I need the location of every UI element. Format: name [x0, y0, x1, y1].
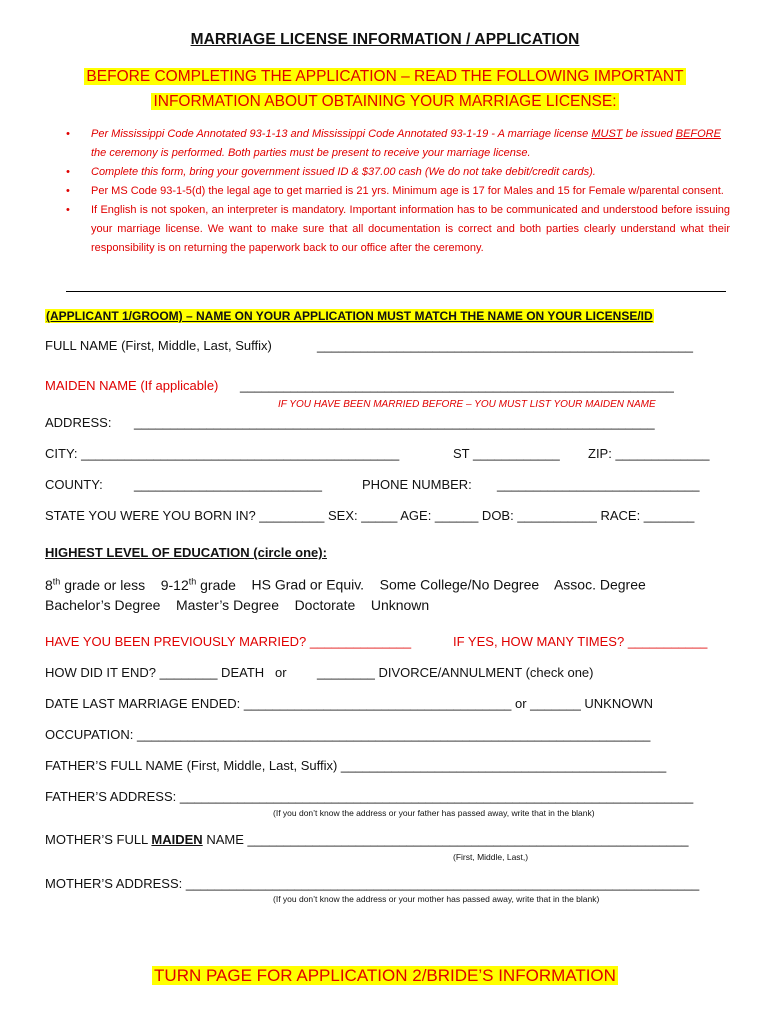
edu-option-master[interactable]: Master’s Degree: [176, 597, 279, 613]
turn-page-notice: TURN PAGE FOR APPLICATION 2/BRIDE’S INFORMATION: [154, 966, 616, 985]
full-name-field[interactable]: ____________________________________________________: [317, 338, 693, 353]
father-name-field[interactable]: FATHER’S FULL NAME (First, Middle, Last, Suffix) _____________________________________________: [45, 758, 667, 773]
mother-address-note: (If you don’t know the address or your mother has passed away, write that in the blank): [273, 894, 600, 904]
note-item-interpreter: [66, 201, 730, 258]
maiden-name-note: IF YOU HAVE BEEN MARRIED BEFORE – YOU MUST LIST YOUR MAIDEN NAME: [278, 399, 656, 410]
mother-label-maiden: MAIDEN: [151, 832, 203, 847]
address-field[interactable]: ________________________________________________________________________: [134, 415, 655, 430]
education-options-row-1: [45, 576, 646, 593]
education-heading: HIGHEST LEVEL OF EDUCATION (circle one):: [45, 545, 327, 560]
edu-option-assoc[interactable]: Assoc. Degree: [553, 576, 646, 593]
edu-8th-rest: grade or less: [60, 576, 146, 593]
banner-line-1-wrap: [0, 68, 770, 86]
father-address-note: (If you don’t know the address or your father has passed away, write that in the blank): [273, 808, 595, 818]
city-field[interactable]: CITY: ____________________________________________: [45, 446, 400, 461]
note-1-text-a: Per Mississippi Code Annotated 93-1-13 and Mississippi Code Annotated 93-1-19 - A marriage license: [91, 128, 592, 140]
phone-label: PHONE NUMBER:: [362, 477, 472, 492]
banner-line-2-wrap: [0, 93, 770, 111]
previously-married-field[interactable]: HAVE YOU BEEN PREVIOUSLY MARRIED? ______________: [45, 634, 412, 649]
note-item-id: [66, 163, 730, 182]
zip-field[interactable]: ZIP: _____________: [588, 446, 710, 461]
edu-option-8th[interactable]: [45, 577, 145, 593]
footer-wrap: [0, 966, 770, 986]
edu-9-12-num: 9-12: [160, 576, 189, 593]
mother-maiden-name-field[interactable]: [45, 832, 689, 847]
bullet-icon: •: [66, 128, 70, 140]
maiden-name-field[interactable]: ____________________________________________________________: [240, 378, 674, 393]
note-1-text-b: be issued: [622, 128, 676, 140]
times-married-field[interactable]: IF YES, HOW MANY TIMES? ___________: [453, 634, 708, 649]
edu-8th-num: 8: [45, 576, 53, 593]
bullet-icon: •: [66, 185, 70, 197]
occupation-field[interactable]: OCCUPATION: _______________________________________________________________________: [45, 727, 651, 742]
edu-option-unknown[interactable]: Unknown: [370, 597, 430, 613]
edu-8th-sup: th: [52, 576, 61, 586]
address-label: ADDRESS:: [45, 415, 112, 430]
how-ended-divorce-field[interactable]: ________ DIVORCE/ANNULMENT (check one): [317, 665, 594, 680]
edu-option-bachelor[interactable]: Bachelor’s Degree: [45, 597, 161, 613]
date-marriage-ended-field[interactable]: DATE LAST MARRIAGE ENDED: _____________________________________ or _______ UNKNOWN: [45, 696, 654, 711]
section-applicant-1-heading: (APPLICANT 1/GROOM) – NAME ON YOUR APPLICATION MUST MATCH THE NAME ON YOUR LICENSE/ID: [46, 309, 653, 323]
note-1-before: BEFORE: [675, 128, 721, 140]
how-ended-death-field[interactable]: HOW DID IT END? ________ DEATH or: [45, 665, 287, 680]
birth-details-row[interactable]: STATE YOU WERE YOU BORN IN? _________ SEX: _____ AGE: ______ DOB: ___________ RACE: _______: [45, 508, 695, 523]
mother-label-suffix: NAME _____________________________________________________________: [202, 832, 689, 847]
mother-name-note: (First, Middle, Last,): [453, 852, 529, 862]
edu-option-some-college[interactable]: Some College/No Degree: [379, 576, 540, 593]
county-field[interactable]: __________________________: [134, 477, 322, 492]
father-address-field[interactable]: FATHER’S ADDRESS: _______________________________________________________________________: [45, 789, 694, 804]
phone-field[interactable]: ____________________________: [497, 477, 700, 492]
edu-9-12-rest: grade: [196, 576, 236, 593]
banner-line-2: INFORMATION ABOUT OBTAINING YOUR MARRIAGE LICENSE:: [153, 93, 617, 110]
note-item-age: [66, 182, 730, 201]
county-label: COUNTY:: [45, 477, 103, 492]
full-name-label: FULL NAME (First, Middle, Last, Suffix): [45, 338, 272, 353]
edu-option-doctorate[interactable]: Doctorate: [294, 597, 356, 613]
mother-address-field[interactable]: MOTHER’S ADDRESS: _______________________________________________________________________: [45, 876, 700, 891]
maiden-name-label: MAIDEN NAME (If applicable): [45, 378, 222, 393]
note-2-text: Complete this form, bring your government issued ID & $37.00 cash (We do not take debit/credit cards).: [91, 166, 596, 178]
note-item-code: [66, 125, 730, 163]
edu-option-9-12[interactable]: [161, 577, 236, 593]
important-notes-list: [66, 125, 730, 258]
bullet-icon: •: [66, 204, 70, 216]
edu-option-hs[interactable]: HS Grad or Equiv.: [251, 576, 365, 593]
note-4-text: If English is not spoken, an interpreter is mandatory. Important information has to be communicated and understood before issuing your marriage license. We want to make sure that all documentation is correct and both parties clearly understand what their responsibility is on returning the paperwork back to our office after the ceremony.: [91, 204, 730, 254]
education-options-row-2: [45, 597, 429, 613]
note-3-text: Per MS Code 93-1-5(d) the legal age to get married is 21 yrs. Minimum age is 17 for Males and 15 for Female w/parental consent.: [91, 185, 724, 197]
edu-9-12-sup: th: [188, 576, 197, 586]
mother-label-prefix: MOTHER’S FULL: [45, 832, 152, 847]
bullet-icon: •: [66, 166, 70, 178]
section-divider: [66, 291, 726, 292]
note-1-must: MUST: [591, 128, 623, 140]
note-1-text-c: the ceremony is performed. Both parties must be present to receive your marriage license.: [91, 147, 531, 159]
banner-line-1: BEFORE COMPLETING THE APPLICATION – READ THE FOLLOWING IMPORTANT: [86, 68, 684, 85]
page-title: MARRIAGE LICENSE INFORMATION / APPLICATION: [190, 31, 580, 48]
state-field[interactable]: ST ____________: [453, 446, 560, 461]
